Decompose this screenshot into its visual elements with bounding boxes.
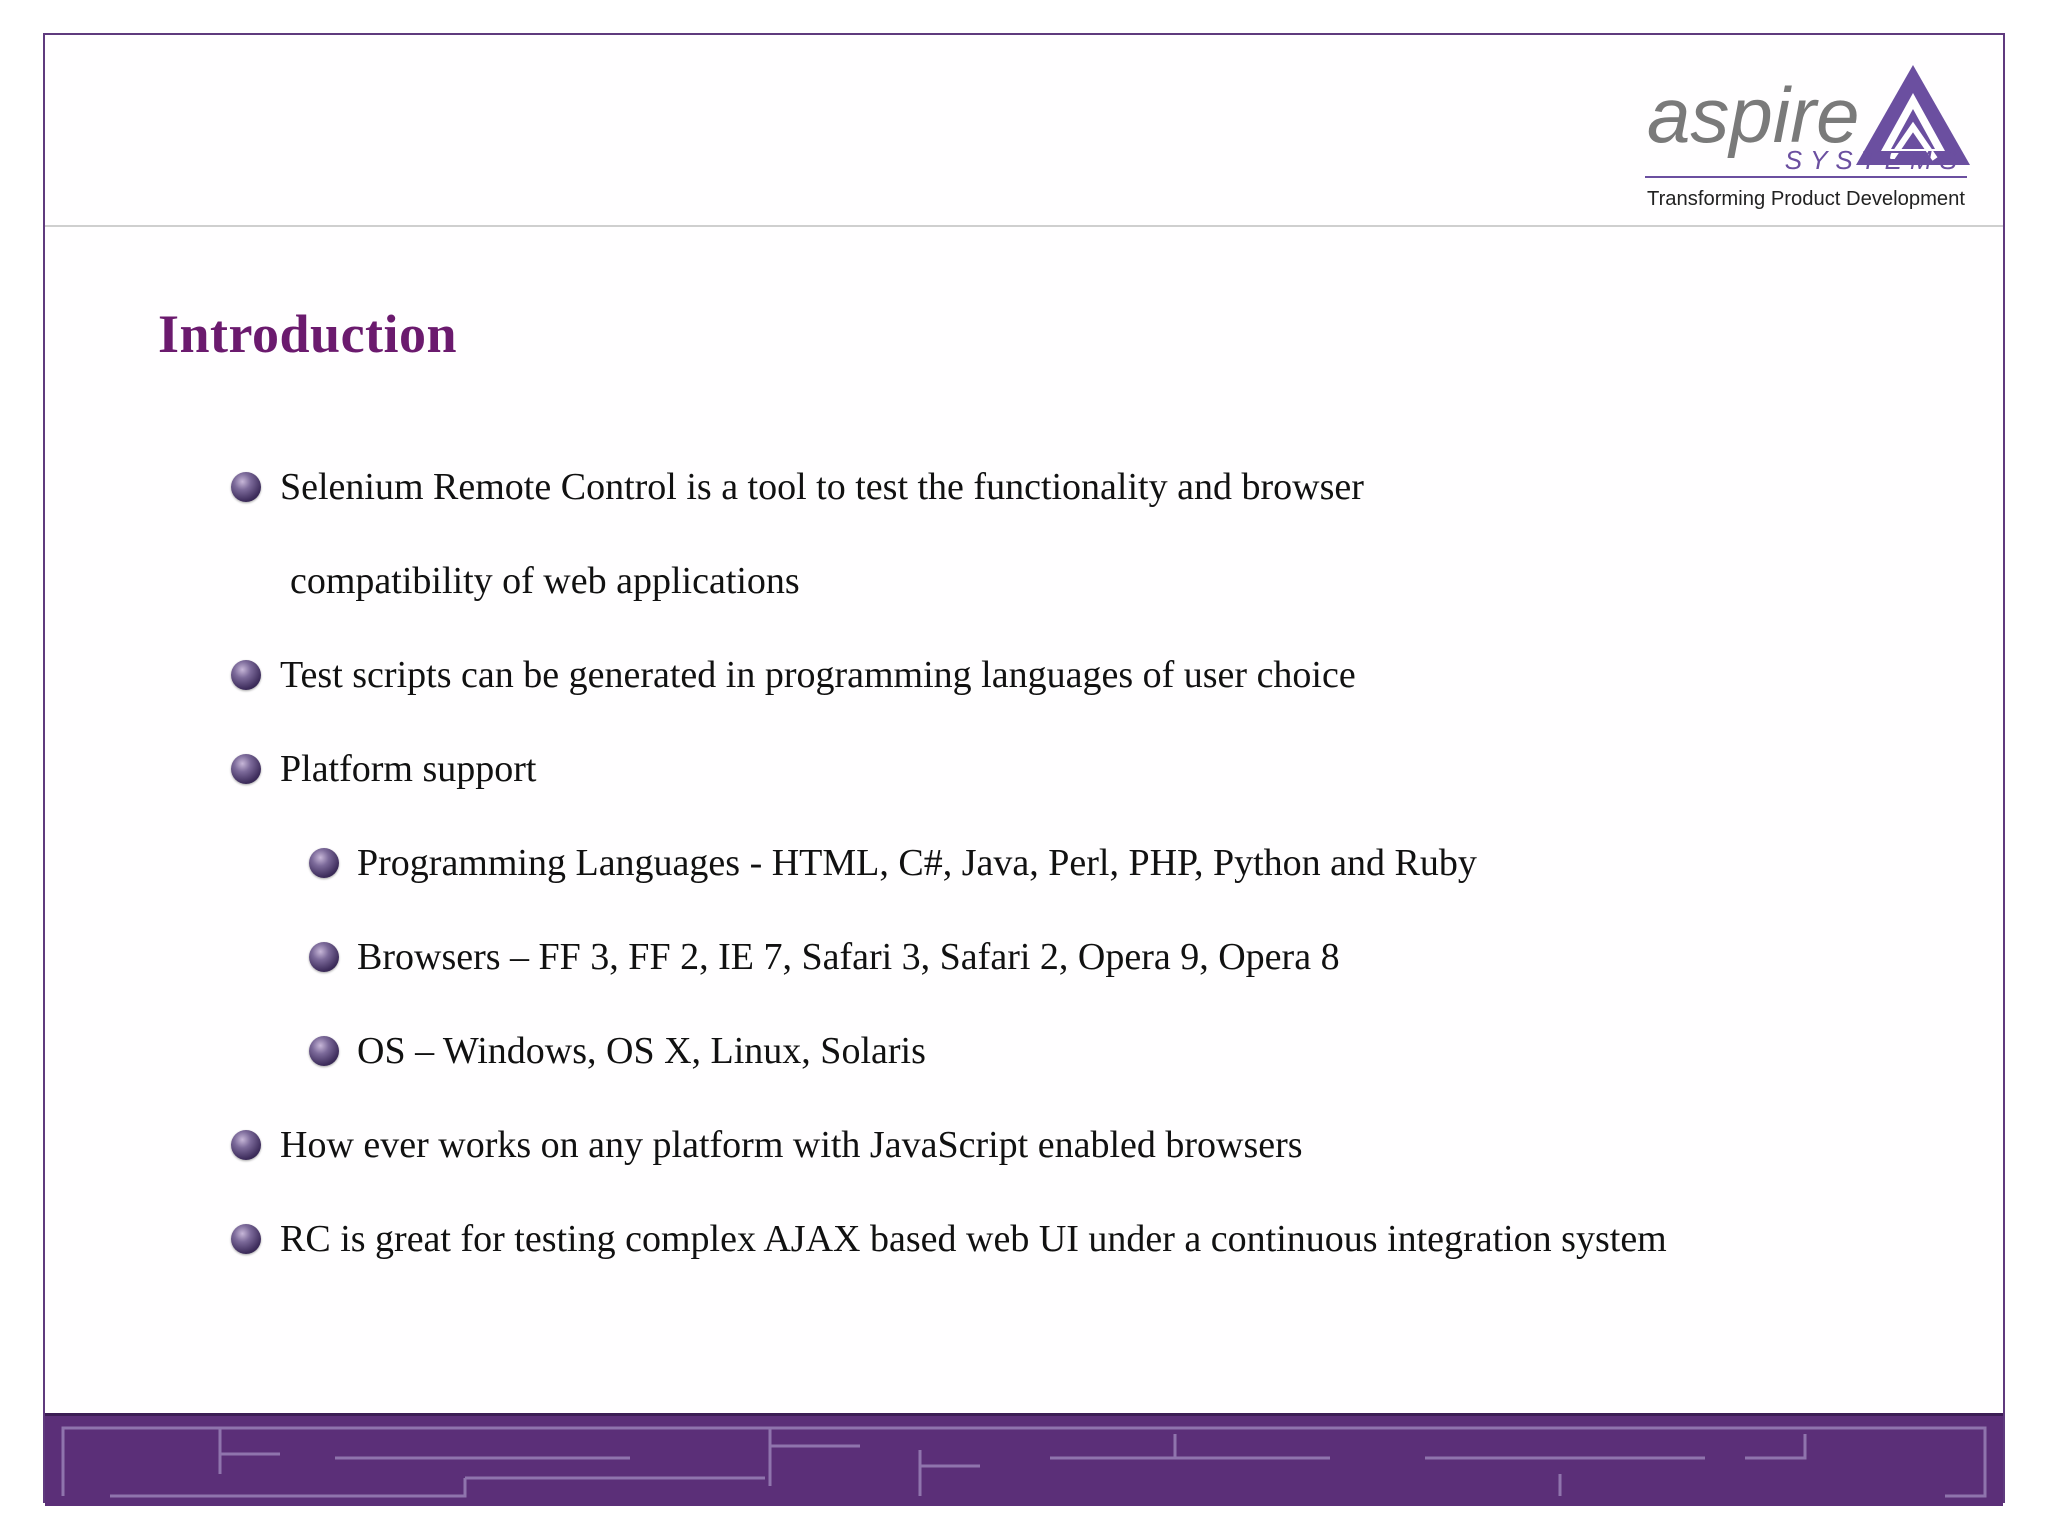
logo-subtitle: SYSTEMS	[1784, 145, 1965, 175]
bullet-text: RC is great for testing complex AJAX based web UI under a continuous integration system	[280, 1218, 1667, 1260]
bullet-text: OS – Windows, OS X, Linux, Solaris	[357, 1030, 926, 1072]
bullet-text: Test scripts can be generated in programming languages of user choice	[280, 654, 1356, 696]
bullet-orb-icon	[309, 942, 339, 972]
sub-bullet-item	[45, 938, 2003, 986]
bullet-item	[45, 656, 2003, 704]
bullet-orb-icon	[231, 1224, 261, 1254]
sub-bullet-item	[45, 844, 2003, 892]
bullet-text: How ever works on any platform with JavaScript enabled browsers	[280, 1124, 1303, 1166]
bullet-orb-icon	[231, 754, 261, 784]
slide-title: Introduction	[158, 304, 458, 364]
bullet-continuation	[45, 562, 2003, 610]
bullet-item	[45, 1220, 2003, 1268]
bullet-item	[45, 468, 2003, 516]
logo-wordmark: aspire	[1647, 71, 1860, 159]
bullet-text: Selenium Remote Control is a tool to test the functionality and browser	[280, 466, 1364, 508]
bullet-item	[45, 1126, 2003, 1174]
bullet-orb-icon	[309, 848, 339, 878]
bullet-list	[45, 35, 2003, 1501]
bullet-item	[45, 750, 2003, 798]
sub-bullet-item	[45, 1032, 2003, 1080]
bullet-orb-icon	[309, 1036, 339, 1066]
bullet-text: Browsers – FF 3, FF 2, IE 7, Safari 3, Safari 2, Opera 9, Opera 8	[357, 936, 1340, 978]
bullet-text: Platform support	[280, 748, 537, 790]
bullet-text: Programming Languages - HTML, C#, Java, Perl, PHP, Python and Ruby	[357, 842, 1477, 884]
logo-tagline: Transforming Product Development	[1647, 188, 1966, 210]
bullet-orb-icon	[231, 1130, 261, 1160]
bullet-orb-icon	[231, 472, 261, 502]
bullet-orb-icon	[231, 660, 261, 690]
bullet-text: compatibility of web applications	[290, 560, 800, 602]
footer-band	[45, 1413, 2003, 1506]
slide	[43, 33, 2005, 1503]
